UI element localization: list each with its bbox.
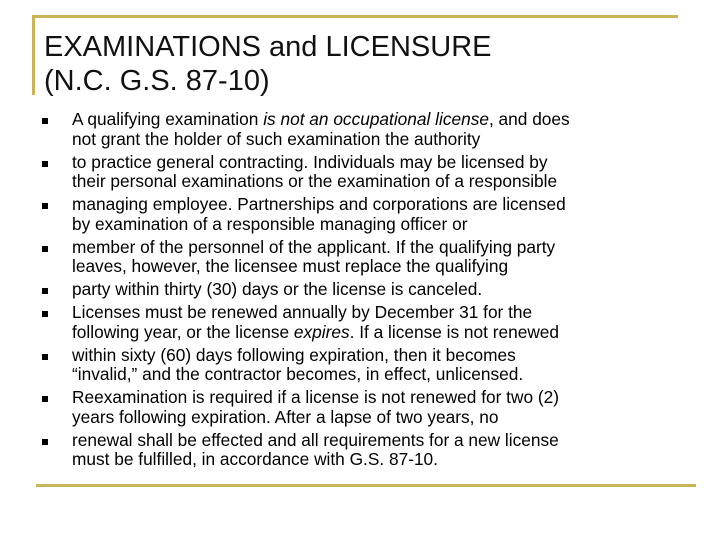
bullet-item <box>42 153 682 192</box>
bullet-line: managing employee. Partnerships and corporations are licensed <box>72 194 566 214</box>
bullet-text: following year, or the license <box>72 321 294 342</box>
bullet-line: Licenses must be renewed annually by December 31 for the <box>72 302 533 322</box>
bullet-line: renewal shall be effected and all requirements for a new license <box>72 429 559 450</box>
bullet-item <box>42 388 682 427</box>
bullet-line: within sixty (60) days following expiration, then it becomes <box>72 344 516 365</box>
bullet-line: party within thirty (30) days or the license is canceled. <box>72 279 483 299</box>
frame-left-border <box>32 15 35 95</box>
bullet-item <box>42 110 682 149</box>
bullet-line: leaves, however, the licensee must replace the qualifying <box>72 256 509 276</box>
bullet-item <box>42 280 682 300</box>
bullet-item <box>42 431 682 470</box>
bullet-line <box>72 110 682 130</box>
frame-bottom-border <box>36 484 696 487</box>
square-bullet-icon <box>42 246 48 252</box>
title-line-1: EXAMINATIONS and LICENSURE <box>44 31 492 63</box>
square-bullet-icon <box>42 354 48 360</box>
frame-top-border <box>32 15 678 18</box>
bullet-line: years following expiration. After a lapse of two years, no <box>72 406 499 427</box>
bullet-item <box>42 303 682 342</box>
square-bullet-icon <box>42 118 48 124</box>
bullet-item <box>42 195 682 234</box>
bullet-line <box>72 323 682 343</box>
slide-title <box>44 30 664 98</box>
square-bullet-icon <box>42 161 48 167</box>
bullet-line: not grant the holder of such examination the authority <box>72 128 481 149</box>
bullet-list <box>42 110 682 473</box>
bullet-emphasis: expires <box>293 321 350 342</box>
bullet-line: to practice general contracting. Individuals may be licensed by <box>72 151 548 172</box>
bullet-line: member of the personnel of the applicant. If the qualifying party <box>72 236 556 257</box>
bullet-item <box>42 238 682 277</box>
square-bullet-icon <box>42 311 48 317</box>
bullet-emphasis: is not an occupational license <box>263 109 489 129</box>
bullet-line: must be fulfilled, in accordance with G.S. 87-10. <box>72 449 438 469</box>
square-bullet-icon <box>42 288 48 294</box>
bullet-line: “invalid,” and the contractor becomes, in effect, unlicensed. <box>72 364 524 384</box>
bullet-text: , and does <box>488 109 570 129</box>
bullet-line: Reexamination is required if a license is not renewed for two (2) <box>72 387 559 407</box>
bullet-item <box>42 346 682 385</box>
square-bullet-icon <box>42 396 48 402</box>
square-bullet-icon <box>42 203 48 209</box>
bullet-line: their personal examinations or the examination of a responsible <box>72 171 558 191</box>
title-line-2: (N.C. G.S. 87-10) <box>44 65 270 97</box>
bullet-text: A qualifying examination <box>72 109 264 129</box>
square-bullet-icon <box>42 439 48 445</box>
bullet-text: . If a license is not renewed <box>349 321 560 342</box>
bullet-line: by examination of a responsible managing officer or <box>72 213 468 234</box>
